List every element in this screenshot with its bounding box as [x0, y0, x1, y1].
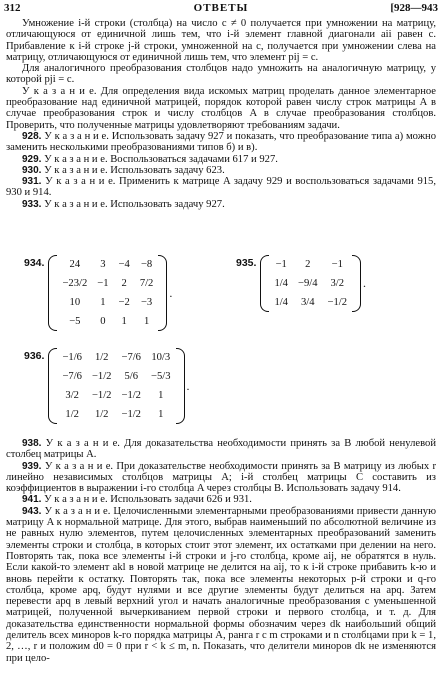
item-text: У к а з а н и е. Использовать задачу 927.	[44, 198, 225, 210]
item-930	[6, 165, 436, 176]
item-number: 929.	[22, 153, 42, 165]
item-938	[6, 438, 436, 461]
cell: 3	[100, 259, 106, 270]
cell: −7/6	[121, 352, 141, 363]
cell: −3	[140, 297, 153, 308]
matrix-table	[269, 255, 352, 312]
paragraph: Для аналогичного преобразования столбцов надо умножить на аналогичную матрицу, у которой pji = c.	[6, 63, 436, 86]
bracket-left	[48, 255, 57, 331]
cell: 10	[69, 297, 81, 308]
cell: 1	[100, 297, 106, 308]
cell: 1	[158, 390, 164, 401]
matrix-table	[57, 255, 158, 331]
cell: −1/2	[91, 390, 112, 401]
item-943	[6, 506, 436, 664]
cell: 3/2	[65, 390, 79, 401]
item-939	[6, 461, 436, 495]
cell: −4	[118, 259, 130, 270]
item-number: 939.	[22, 460, 42, 472]
matrix-label: 934.	[24, 257, 45, 269]
item-number: 931.	[22, 176, 42, 188]
cell: 1/2	[94, 409, 109, 420]
cell: 1/4	[274, 278, 288, 289]
item-number: 930.	[22, 164, 42, 176]
cell: −5/3	[150, 371, 171, 382]
matrix-label: 935.	[236, 257, 257, 269]
bracket-left	[260, 255, 269, 312]
bracket-right	[158, 255, 167, 331]
item-number: 943.	[22, 505, 42, 517]
paragraph: У к а з а н и е. Для определения вида искомых матриц проделать данное элементарное преобразование над единичной матрицей, порядок которой равен числу строк матрицы A в случае преобразования строк и числу столбцов A в случае преобразования столбцов. Проверить, что полученные матрицы удовлетворяют требованиям задачи.	[6, 85, 436, 131]
cell: −1/2	[121, 409, 141, 420]
item-number: 938.	[22, 438, 42, 449]
answer-block	[6, 18, 436, 210]
item-941	[6, 494, 436, 505]
cell: −1	[275, 259, 287, 270]
cell: −9/4	[297, 278, 318, 289]
bracket-left	[48, 348, 57, 424]
page-number: 312	[4, 2, 21, 14]
cell: 3/2	[330, 278, 345, 289]
cell: −1	[97, 278, 109, 289]
period: .	[186, 378, 190, 393]
cell: 1/4	[274, 297, 288, 308]
problem-range: [928—943	[390, 2, 438, 14]
item-text: У к а з а н и е. Воспользоваться задачами 617 и 927.	[44, 153, 278, 165]
cell: −1/6	[62, 352, 82, 363]
cell: −8	[140, 259, 153, 270]
cell: 7/2	[139, 278, 154, 289]
page-header	[4, 2, 438, 16]
cell: 24	[69, 259, 81, 270]
cell: 1	[158, 409, 164, 420]
matrix-table	[57, 348, 175, 424]
item-928	[6, 131, 436, 154]
item-number: 933.	[22, 198, 42, 210]
cell: 1	[121, 316, 127, 327]
period: .	[363, 276, 367, 290]
cell: −2	[118, 297, 130, 308]
cell: 1	[143, 316, 150, 327]
matrix-934	[24, 255, 172, 331]
running-title: ОТВЕТЫ	[193, 2, 249, 14]
item-text: У к а з а н и е. Использовать задачи 626 и 931.	[44, 494, 252, 506]
cell: −23/2	[62, 278, 88, 289]
cell: 5/6	[124, 371, 138, 382]
bracket-right	[176, 348, 185, 424]
bracket-right	[352, 255, 361, 312]
item-text: У к а з а н и е. Применить к матрице A задачу 929 и воспользоваться задачами 915, 930 и 914.	[6, 176, 436, 199]
item-931	[6, 176, 436, 199]
cell: 3/4	[300, 297, 315, 308]
item-number: 928.	[22, 130, 42, 142]
cell: −1	[331, 259, 343, 270]
item-text: У к а з а н и е. Использовать задачу 623.	[44, 164, 225, 176]
matrix-label: 936.	[24, 350, 45, 362]
item-929	[6, 154, 436, 165]
cell: −1/2	[121, 390, 141, 401]
period: .	[169, 285, 173, 300]
matrix-935	[236, 255, 366, 312]
cell: 10/3	[151, 352, 171, 363]
cell: −1/2	[91, 371, 112, 382]
item-number: 941.	[22, 494, 42, 506]
item-text: У к а з а н и е. Для доказательства необходимости принять за B любой ненулевой столбец матрицы A.	[6, 438, 436, 461]
cell: −1/2	[327, 297, 348, 308]
item-text: У к а з а н и е. При доказательстве необходимости принять за B матрицу из любых r линейно независимых столбцов матрицы A; i-й столбец матрицы C составить из коэффициентов в выражении i-го столбца A через столбцы B. Использовать задачу 914.	[6, 460, 436, 495]
cell: 2	[305, 259, 311, 270]
paragraph: Умножение i-й строки (столбца) на число c ≠ 0 получается при умножении на матрицу, отличающуюся от единичной лишь тем, что i-й элемент главной диагонали aii равен c. Прибавление к i-й строке j-й строки, умноженной на c, получается при умножении слева на матрицу, отличающуюся от единичной лишь тем, что элемент pij = c.	[6, 18, 436, 63]
answer-block-2	[6, 438, 436, 664]
item-933	[6, 199, 436, 210]
cell: −7/6	[62, 371, 82, 382]
item-text: У к а з а н и е. Использовать задачу 927 и показать, что преобразование типа а) можно заменить несколькими преобразованиями типов б) и в).	[6, 130, 436, 154]
cell: 1/2	[94, 352, 109, 363]
cell: 2	[121, 278, 127, 289]
item-text: У к а з а н и е. Целочисленными элементарными преобразованиями привести данную матрицу A к нормальной матрице. Для этого, выбрав наименьший по абсолютной величине из не равных нулю элементов, путем целочисленных элементарных преобразований заменить элементы строки и столбца, в которых стоит этот элемент, их остатками при делении на него. Повторять так, пока все элементы i-й строки и j-го столбца, кроме aij, не обратятся в нуль. Если какой-то элемент akl в новой матрице не делится на aij, то к i-й строке прибавить k-ю и вновь перейти к остатку. Повторять так, пока все элементы некоторых p-й строки и q-го столбца, кроме apq, будут нулями и все другие элементы будут делиться на apq. Затем перевести apq в левый верхний угол и начать аналогичные преобразования с уменьшенной матрицей, полученной вычеркиванием первой строки и первого столбца, и т. д. Для доказательства единственности нормальной формы обозначим через dk наибольший общий делитель всех миноров k-го порядка матрицы A, ранга r с m строками и n столбцами при k = 1, 2, …, r и положим d0 = 0 при r < k ≤ m, n. Показать, что делители миноров dk не изменяются при цело-	[6, 505, 436, 664]
cell: −5	[69, 316, 81, 327]
matrix-936	[24, 348, 190, 424]
cell: 0	[100, 316, 106, 327]
cell: 1/2	[65, 409, 79, 420]
